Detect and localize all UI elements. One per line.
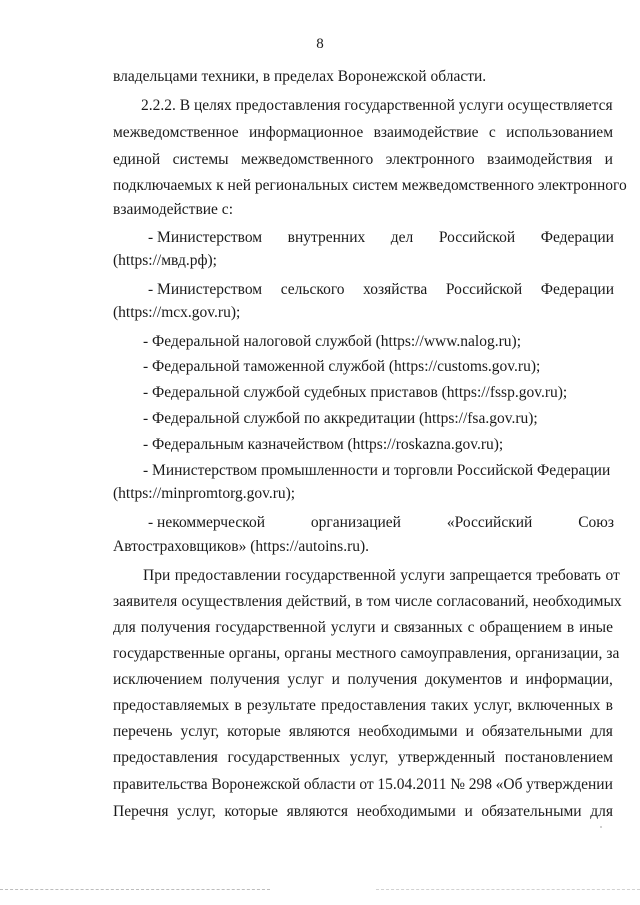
- word: сельского: [280, 281, 345, 298]
- word: перечень: [113, 723, 173, 740]
- word: необходимыми: [358, 723, 458, 740]
- word: использованием: [506, 124, 613, 141]
- word: услуг: [287, 671, 324, 688]
- word: предоставляемых: [113, 697, 230, 714]
- word: 298: [468, 776, 492, 793]
- word: результате: [246, 697, 316, 714]
- word: информации,: [525, 671, 613, 688]
- word: получения: [140, 619, 211, 636]
- word: дел: [390, 229, 414, 246]
- word: услуг,: [349, 749, 389, 766]
- word: необходимыми: [356, 803, 456, 820]
- text-line: Автостраховщиков» (https://autoins.ru).: [113, 538, 370, 555]
- word: обращением: [479, 619, 562, 636]
- word: и: [509, 671, 518, 688]
- word: «Об: [495, 776, 523, 793]
- word: Союз: [578, 514, 614, 531]
- word: межведомственного: [241, 151, 374, 168]
- word: Воронежской: [211, 776, 301, 793]
- word: получения: [347, 671, 418, 688]
- word: которые: [227, 723, 281, 740]
- word: с: [467, 619, 475, 636]
- word: - Министерством: [148, 281, 263, 298]
- word: единой: [113, 151, 161, 168]
- word: с: [488, 124, 496, 141]
- word: от: [359, 776, 374, 793]
- scan-bottom-rule: [0, 889, 270, 890]
- word: Перечня: [113, 803, 169, 820]
- word: услуги: [330, 619, 376, 636]
- page-number: 8: [316, 36, 324, 52]
- word: Федерации: [540, 229, 614, 246]
- word: которые: [224, 803, 278, 820]
- word: являются: [288, 723, 351, 740]
- scan-speck: [600, 826, 602, 828]
- text-line: [113, 618, 613, 638]
- word: получения: [210, 671, 280, 688]
- word: межведомственное: [113, 124, 239, 141]
- word: информационное: [248, 124, 364, 141]
- word: для: [113, 619, 136, 636]
- word: Федерации: [540, 281, 614, 298]
- word: - некоммерческой: [148, 514, 265, 531]
- text-line: 2.2.2. В целях предоставления государственной услуги осуществляется: [141, 97, 613, 114]
- text-line: [113, 123, 613, 143]
- text-line: - Федеральной налоговой службой (https://www.nalog.ru);: [143, 333, 521, 350]
- word: услуг,: [180, 723, 220, 740]
- text-line: [113, 696, 613, 716]
- word: области: [303, 776, 356, 793]
- word: Российской: [438, 229, 516, 246]
- word: обязательными: [481, 723, 583, 740]
- word: и: [604, 151, 613, 168]
- text-line: (https://мвд.рф);: [113, 252, 217, 269]
- text-line: - Федеральной службой судебных приставов (https://fssp.gov.ru);: [143, 384, 568, 401]
- text-line: [113, 802, 613, 822]
- word: утверждении: [526, 776, 613, 793]
- word: постановлением: [504, 749, 613, 766]
- word: являются: [286, 803, 349, 820]
- text-line: [113, 775, 613, 795]
- word: Российской: [445, 281, 523, 298]
- word: государственной: [215, 619, 326, 636]
- text-line: [113, 150, 613, 170]
- text-line: подключаемых к ней региональных систем межведомственного электронного: [113, 177, 627, 194]
- word: в: [605, 697, 613, 714]
- word: услуг,: [177, 803, 216, 820]
- text-line: [113, 670, 613, 690]
- text-line: [113, 722, 613, 742]
- text-line: (https://mcx.gov.ru);: [113, 304, 241, 321]
- word: услуг,: [473, 697, 513, 714]
- text-line: - Федеральным казначейством (https://roskazna.gov.ru);: [143, 436, 504, 453]
- word: - Министерством: [148, 229, 263, 246]
- word: связанных: [393, 619, 463, 636]
- word: электронного: [385, 151, 475, 168]
- word: предоставления: [113, 749, 218, 766]
- word: взаимодействия: [487, 151, 593, 168]
- word: в: [566, 619, 575, 636]
- word: утвержденный: [398, 749, 496, 766]
- word: внутренних: [287, 229, 366, 246]
- text-line: - Федеральной службой по аккредитации (https://fsa.gov.ru);: [143, 410, 538, 427]
- text-line: При предоставлении государственной услуги запрещается требовать от: [143, 567, 620, 584]
- text-line: - Министерством промышленности и торговли Российской Федерации: [143, 462, 611, 479]
- text-line: [148, 228, 614, 248]
- word: хозяйства: [363, 281, 428, 298]
- word: 15.04.2011: [377, 776, 447, 793]
- text-line: (https://minpromtorg.gov.ru);: [113, 485, 296, 502]
- word: «Российский: [446, 514, 533, 531]
- word: исключением: [113, 671, 203, 688]
- text-line: владельцами техники, в пределах Воронежской области.: [113, 68, 487, 85]
- word: таких: [431, 697, 469, 714]
- word: и: [331, 671, 340, 688]
- word: предоставления: [321, 697, 426, 714]
- word: для: [590, 723, 613, 740]
- text-line: государственные органы, органы местного самоуправления, организации, за: [113, 645, 620, 662]
- word: системы: [172, 151, 229, 168]
- scan-bottom-rule: [376, 889, 640, 890]
- word: и: [464, 803, 473, 820]
- word: №: [450, 776, 466, 793]
- text-line: заявителя осуществления действий, в том числе согласований, необходимых: [113, 593, 622, 610]
- word: и: [380, 619, 389, 636]
- word: правительства: [113, 776, 208, 793]
- word: документов: [424, 671, 503, 688]
- word: обязательными: [481, 803, 582, 820]
- text-line: взаимодействие с:: [113, 201, 233, 218]
- word: взаимодействие: [373, 124, 479, 141]
- text-line: - Федеральной таможенной службой (https://customs.gov.ru);: [143, 358, 541, 375]
- word: и: [465, 723, 474, 740]
- text-line: [113, 748, 613, 768]
- text-line: [148, 513, 614, 533]
- text-line: [148, 280, 614, 300]
- word: иные: [579, 619, 613, 636]
- word: включенных: [517, 697, 601, 714]
- word: для: [590, 803, 613, 820]
- word: организацией: [310, 514, 401, 531]
- word: в: [234, 697, 242, 714]
- word: государственных: [227, 749, 341, 766]
